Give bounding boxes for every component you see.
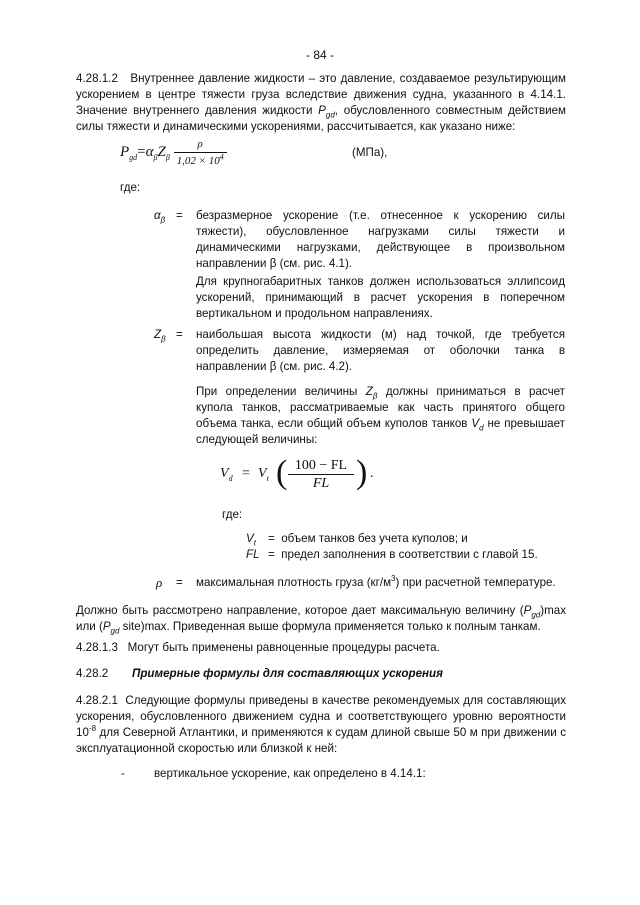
page-number: - 84 - — [305, 48, 334, 62]
def-alpha-text: безразмерное ускорение (т.е. отнесенное к ускорению силы тяжести), обусловленное нагрузками силы тяжести и динамическими нагрузками, действующее в произвольном направлении β (см. рис. 4.1). — [196, 209, 565, 270]
def-rho-eq: = — [176, 576, 183, 589]
bullet-mark: - — [121, 767, 125, 780]
def-alpha-eq: = — [176, 209, 183, 222]
formula-unit: (МПа), — [352, 146, 388, 159]
def-alpha-note: Для крупногабаритных танков должен использоваться эллипсоид ускорений, принимающий в расчет ускорения в поперечном вертикальном и продольном направлениях. — [196, 275, 565, 320]
paragraph-4-28-1-3: 4.28.1.3 Могут быть применены равноценные процедуры расчета. — [76, 641, 440, 654]
def-alpha-key: $\alpha_\beta$ — [154, 209, 166, 225]
def-rho-text: максимальная плотность груза $(кг/м^3)$ при расчетной температуре. — [196, 574, 556, 589]
where-label: где: — [120, 181, 141, 194]
paragraph-number: 4.28.1.2 — [76, 72, 118, 85]
paragraph-4-28-1-2 — [76, 71, 566, 135]
subdef-fl: FL = предел заполнения в соответствии с главой 15. — [246, 548, 538, 561]
left-paren: ( — [276, 454, 288, 491]
section-heading-4-28-2: 4.28.2 Примерные формулы для составляющих ускорения — [76, 667, 443, 680]
formula2-fraction: 100 − FL FL — [288, 457, 354, 492]
def-z-key: $Z_\beta$ — [154, 328, 166, 344]
formula-fraction: $\frac{\rho}{1,02 \times 10^4}$ — [174, 136, 227, 169]
formula-pgd: $P_{gd}=\alpha_\beta Z_\beta$ $\frac{\rho}{1,02 \times 10^4}$ — [120, 136, 227, 169]
def-rho-key: ρ — [156, 575, 163, 590]
symbol-p: $P_{gd}$ — [318, 104, 335, 120]
def-z-eq: = — [176, 328, 183, 341]
bullet-text: вертикальное ускорение, как определено в 4.14.1: — [154, 767, 426, 780]
paragraph-direction: Должно быть рассмотрено направление, которое дает максимальную величину $(P_{gd})\max$ или ($P_{gd}$ site)max. Приведенная выше формула применяется только к полным танкам. — [76, 604, 566, 636]
paragraph-text: Внутреннее давление жидкости – это давление, создаваемое результирующим ускорением в центре тяжести груза вследствие движения судна, указанного в 4.14.1. Значение внутреннего давления жидкости — [76, 72, 566, 117]
right-paren: ) — [356, 454, 368, 491]
subdef-vt: $V_t$ = объем танков без учета куполов; и — [246, 532, 468, 548]
where-label-2: где: — [222, 508, 243, 521]
def-z-text: наибольшая высота жидкости (м) над точкой, где требуется определить давление, измеряемая от оболочки танка в направлении β (см. рис. 4.2). — [196, 328, 565, 373]
paragraph-4-28-2-1: 4.28.2.1 Следующие формулы приведены в качестве рекомендуемых для составляющих ускорения, обусловленного движением судна и соответствующего уровню вероятности $10^{-8}$ для Северной Атлантики, и применяются к судам длиной свыше 50 м при движении с эксплуатационной скоростью или близкой к ней: — [76, 694, 567, 755]
def-z-note: При определении величины $Z_\beta$ должны приниматься в расчет купола танков, рассматриваемые как часть принятого общего объема танка, если общий объем куполов танков $V_d$ не превышает следующей величины: — [196, 385, 565, 446]
paragraph-text-cont: , обусловленного совместным действием силы тяжести и динамическими ускорениями, рассчитывается, как указано ниже: — [76, 104, 566, 133]
